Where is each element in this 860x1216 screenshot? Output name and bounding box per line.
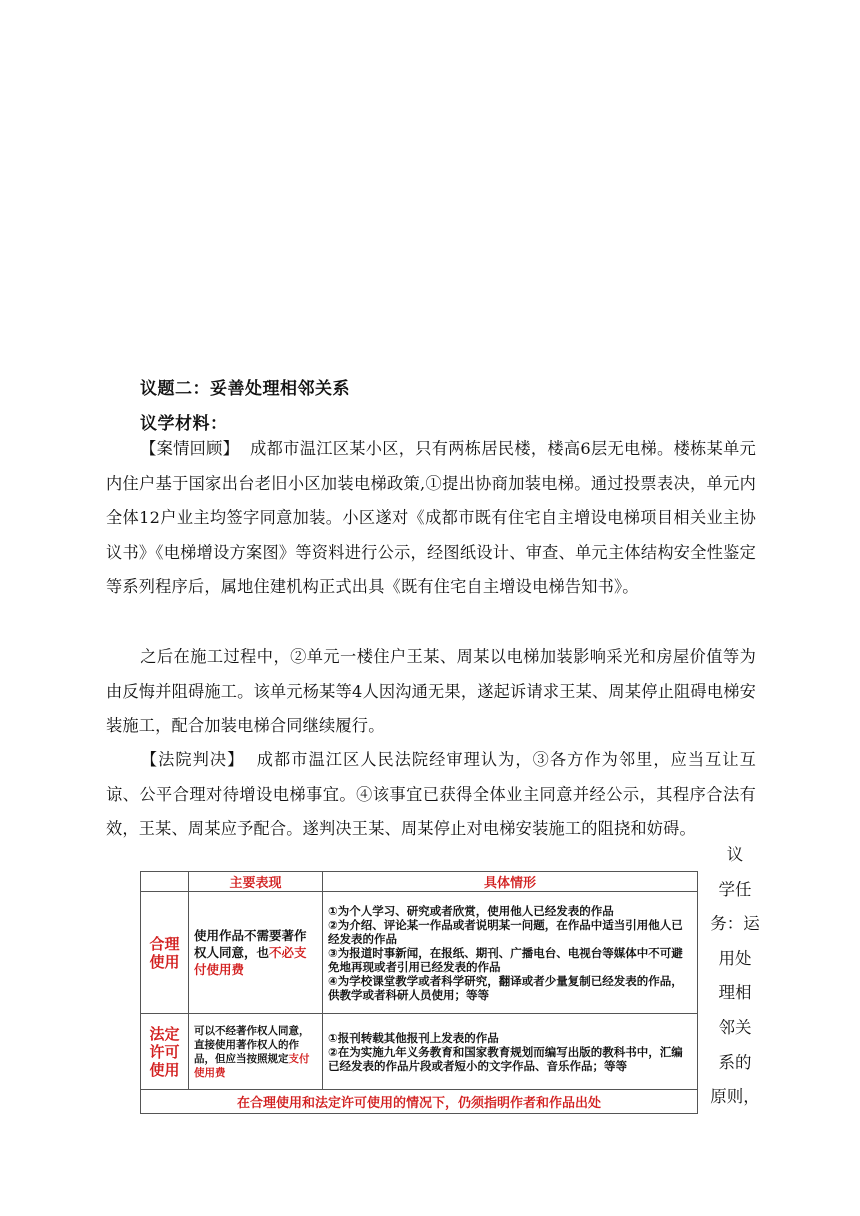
case-paragraph-2 xyxy=(106,640,756,744)
side-task-text: 议 学任 务：运 用处 理相 邻关 系的 原则， xyxy=(710,845,760,1107)
section-title: 议题二：妥善处理相邻关系 xyxy=(140,379,350,399)
case-text: 成都市温江区某小区，只有两栋居民楼，楼高6层无电梯。楼栋某单元内住户基于国家出台老旧小区加装电梯政策,①提出协商加装电梯。通过投票表决，单元内全体12户业主均签字同意加装。小区遂对《成都市既有住宅自主增设电梯项目相关业主协议书》《电梯增设方案图》等资料进行公示，经图纸设计、审查、单元主体结构安全性鉴定等系列程序后，属地住建机构正式出具《既有住宅自主增设电梯告知书》。 xyxy=(106,439,757,597)
header-detail: 具体情形 xyxy=(323,872,698,892)
verdict-paragraph xyxy=(106,743,756,847)
material-label: 议学材料： xyxy=(140,414,228,434)
table-row xyxy=(141,1014,698,1090)
usage-cell: 可以不经著作权人同意，直接使用著作权人的作品，但应当按照规定支付使用费 xyxy=(189,1014,323,1090)
table-footer: 在合理使用和法定许可使用的情况下，仍须指明作者和作品出处 xyxy=(141,1090,698,1114)
table-footer-row xyxy=(141,1090,698,1114)
case-paragraph xyxy=(106,432,756,605)
verdict-text: 成都市温江区人民法院经审理认为，③各方作为邻里，应当互让互谅、公平合理对待增设电梯事宜。④该事宜已获得全体业主同意并经公示，其程序合法有效，王某、周某应予配合。遂判决王某、周某停止对电梯安装施工的阻挠和妨碍。 xyxy=(106,750,756,839)
header-main: 主要表现 xyxy=(189,872,323,892)
detail-item: ②为介绍、评论某一作品或者说明某一问题，在作品中适当引用他人已经发表的作品 xyxy=(328,917,683,946)
detail-item: ④为学校课堂教学或者科学研究，翻译或者少量复制已经发表的作品，供教学或者科研人员使用；等等 xyxy=(328,973,683,1002)
copyright-usage-table xyxy=(140,871,697,1111)
detail-cell xyxy=(323,1014,698,1090)
case-tag: 【案情回顾】 xyxy=(140,439,240,458)
usage-cell: 使用作品不需要著作权人同意，也不必支付使用费 xyxy=(189,892,323,1014)
verdict-tag: 【法院判决】 xyxy=(140,750,245,769)
detail-item: ②在为实施九年义务教育和国家教育规划而编写出版的教科书中，汇编已经发表的作品片段或者短小的文字作品、音乐作品；等等 xyxy=(328,1044,683,1073)
row-head-statutory: 法定许可使用 xyxy=(141,1014,189,1090)
table-header-row xyxy=(141,872,698,892)
detail-item: ③为报道时事新闻，在报纸、期刊、广播电台、电视台等媒体中不可避免地再现或者引用已经发表的作品 xyxy=(328,945,683,974)
table-row xyxy=(141,892,698,1014)
row-head-fair-use: 合理使用 xyxy=(141,892,189,1014)
detail-item: ①报刊转载其他报刊上发表的作品 xyxy=(328,1030,499,1045)
case-text-2: 之后在施工过程中，②单元一楼住户王某、周某以电梯加装影响采光和房屋价值等为由反悔并阻碍施工。该单元杨某等4人因沟通无果，遂起诉请求王某、周某停止阻碍电梯安装施工，配合加装电梯合同继续履行。 xyxy=(106,647,756,736)
detail-item: ①为个人学习、研究或者欣赏，使用他人已经发表的作品 xyxy=(328,903,614,918)
detail-cell xyxy=(323,892,698,1014)
